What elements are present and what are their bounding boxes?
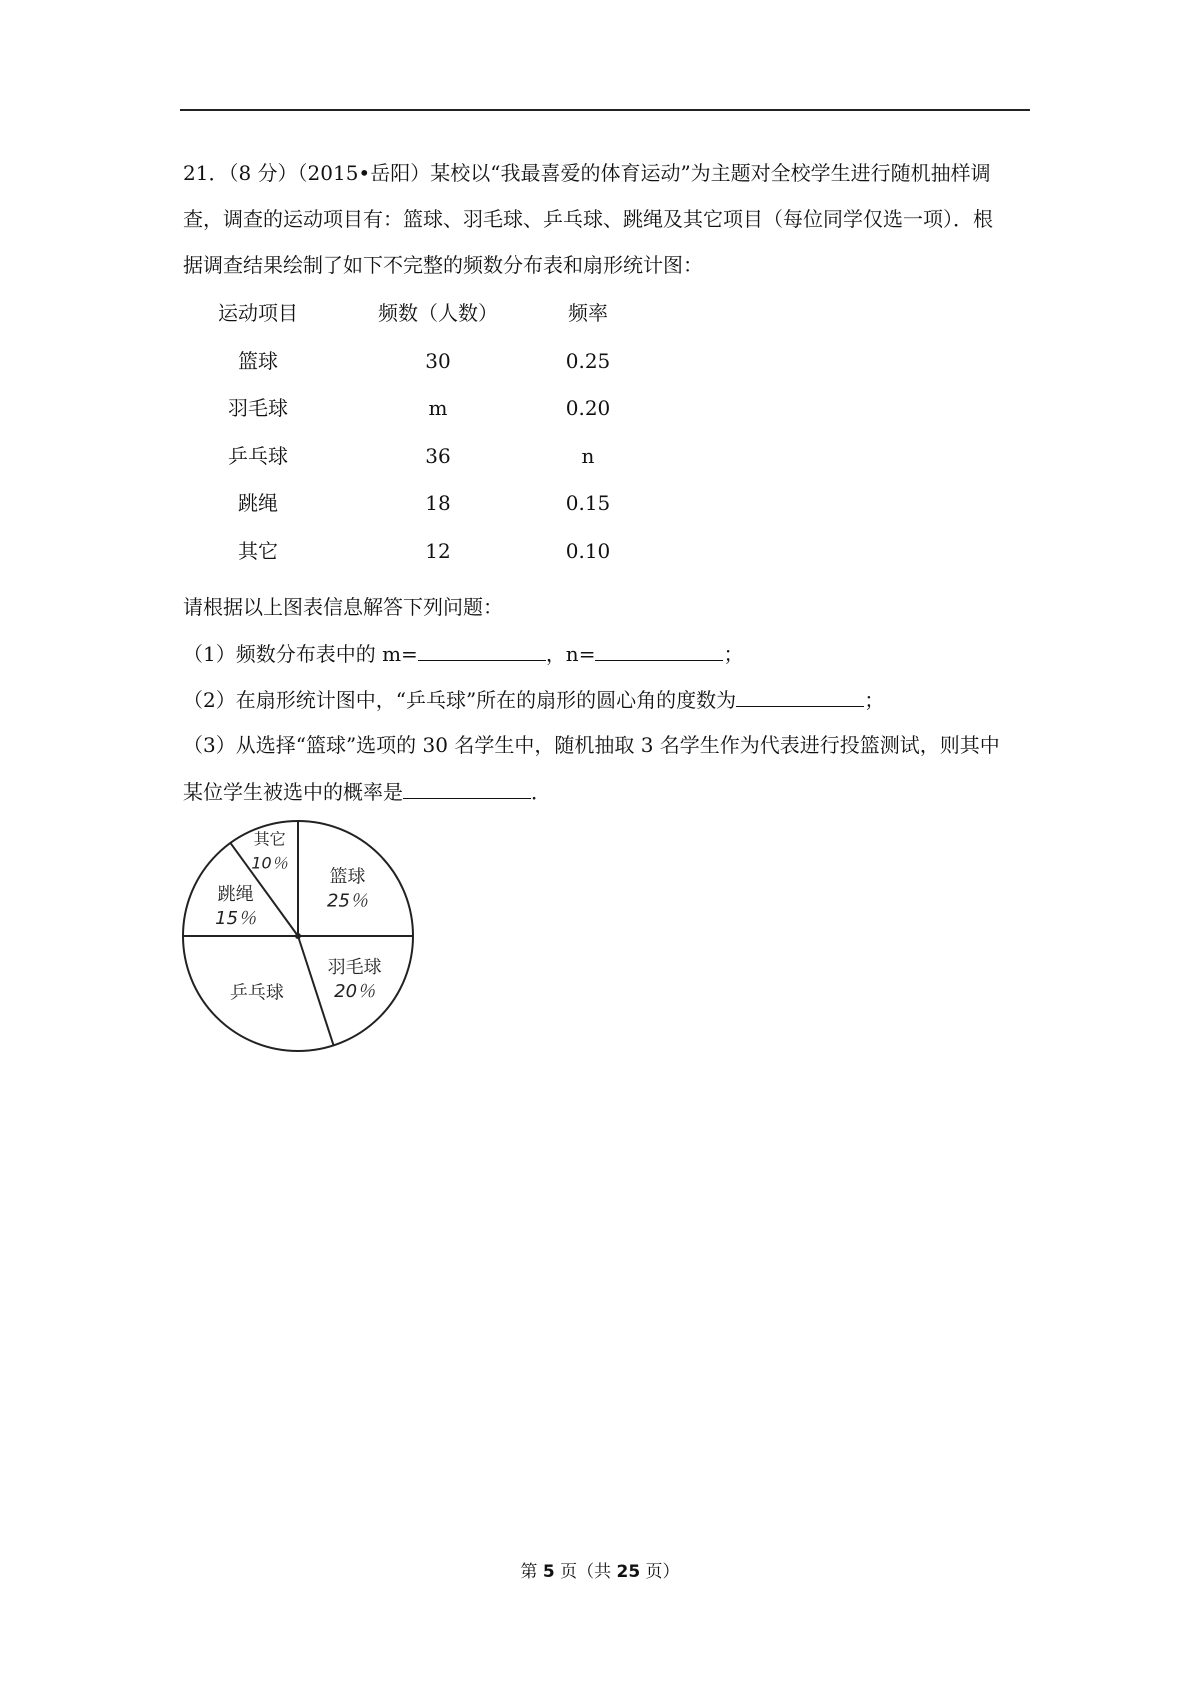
table-cell: 0.20 [565,396,611,420]
pie-slice-percent: 10％ [251,853,288,873]
sub-question-1 [183,638,743,669]
table-cell: 30 [425,348,451,373]
pie-slice-label: 羽毛球 [327,957,382,979]
answer-blank-n[interactable] [595,638,723,661]
pie-chart [180,818,420,1058]
footer-post: 页） [640,1562,680,1582]
question-line-2: 查，调查的运动项目有：篮球、羽毛球、乒乓球、跳绳及其它项目（每位同学仅选一项）．根 [183,207,993,231]
pie-slice-label: 其它 [253,829,286,849]
table-header: 频率 [568,301,608,325]
table-cell: 0.10 [565,538,611,563]
table-cell: 36 [425,443,451,468]
answer-blank-angle[interactable] [736,684,864,707]
answer-prompt: 请根据以上图表信息解答下列问题： [183,595,503,619]
table-row [183,338,683,386]
page-footer [0,1557,1200,1582]
sub-question-1-text-c: ； [723,642,744,666]
table-header: 运动项目 [218,301,298,325]
table-cell: 12 [425,538,451,563]
table-cell: 乒乓球 [228,443,288,468]
question-line-3: 据调查结果绘制了如下不完整的频数分布表和扇形统计图： [183,253,703,277]
answer-blank-m[interactable] [418,638,546,661]
pie-slice-label: 篮球 [329,866,366,888]
pie-center [295,933,301,939]
table-cell: 0.15 [565,491,611,515]
sub-question-2 [183,684,884,715]
pie-slice-percent: 25％ [327,890,368,912]
table-cell: n [581,443,595,468]
table-row [183,433,683,481]
sub-question-1-text-b: ，n= [545,642,596,666]
table-cell: 跳绳 [238,491,278,515]
table-cell: m [428,396,448,420]
footer-pre: 第 [520,1562,543,1582]
question-line-1: 21．（8 分）（2015•岳阳）某校以“我最喜爱的体育运动”为主题对全校学生进行随机抽样调 [183,161,991,185]
pie-slice-percent: 20％ [334,981,376,1003]
table-header-row [183,290,683,338]
table-header: 频数（人数） [378,301,498,325]
pie-slice-label: 乒乓球 [229,982,284,1004]
table-cell: 其它 [238,538,278,563]
sub-question-2-text: （2）在扇形统计图中，“乒乓球”所在的扇形的圆心角的度数为 [183,688,737,712]
sub-question-3-line-1: （3）从选择“篮球”选项的 30 名学生中，随机抽取 3 名学生作为代表进行投篮测试，则其中 [183,733,1000,757]
table-row [183,528,683,576]
footer-total-pages: 25 [616,1562,641,1582]
table-row [183,385,683,433]
frequency-table [183,290,683,575]
table-row [183,480,683,528]
header-rule [180,109,1030,111]
footer-mid: 页（共 [554,1562,617,1582]
table-cell: 18 [425,491,451,515]
answer-blank-probability[interactable] [403,776,531,799]
table-cell: 篮球 [238,348,278,373]
footer-page-number: 5 [542,1562,555,1582]
pie-slice-label: 跳绳 [217,884,254,906]
sub-question-2-text-b: ； [864,688,885,712]
sub-question-3-text-b: ． [531,780,551,804]
table-cell: 羽毛球 [228,396,288,420]
sub-question-3-line-2 [183,776,551,807]
sub-question-1-text: （1）频数分布表中的 m= [183,642,418,666]
sub-question-3-text: 某位学生被选中的概率是 [183,780,403,804]
table-cell: 0.25 [565,348,611,373]
pie-slice-percent: 15％ [215,908,257,930]
